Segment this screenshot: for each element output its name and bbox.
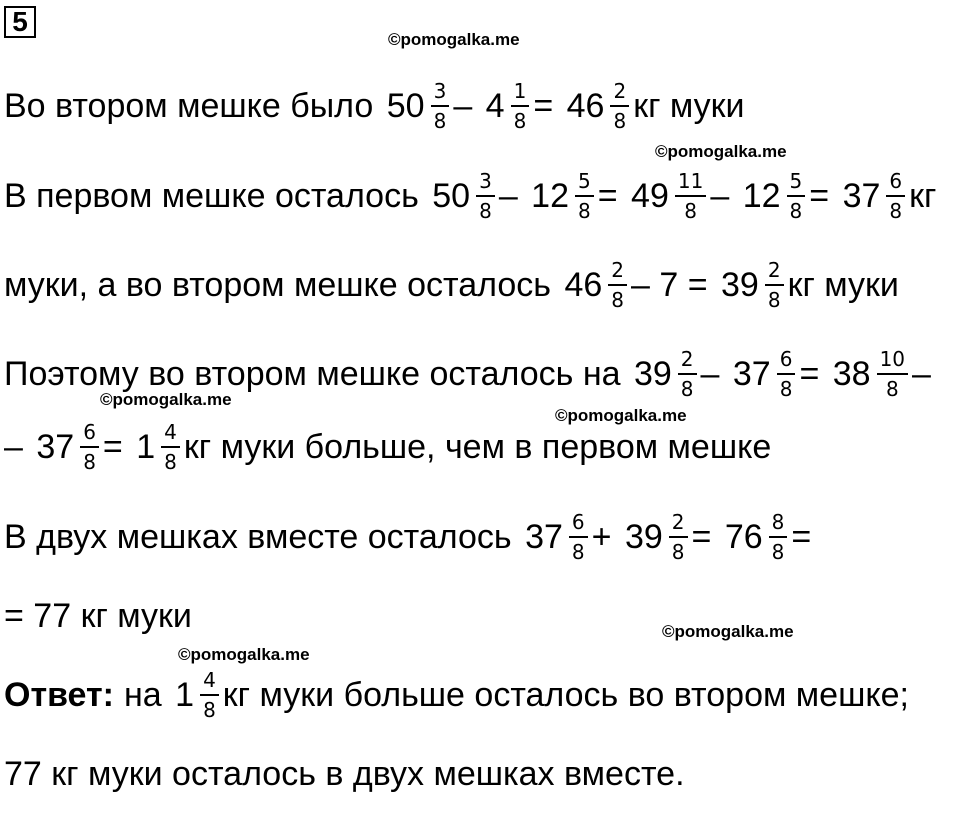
fraction	[610, 79, 629, 133]
text: – 7 =	[631, 265, 718, 304]
denominator: 8	[203, 698, 216, 722]
text: =	[597, 176, 628, 215]
text: =	[102, 427, 133, 466]
text: +	[591, 517, 621, 556]
denominator: 8	[680, 377, 694, 401]
mixed-number	[631, 169, 706, 223]
answer-line-2	[4, 734, 685, 814]
numerator: 2	[765, 258, 784, 286]
numerator: 3	[431, 79, 450, 107]
numerator: 4	[200, 668, 219, 696]
whole-part: 39	[633, 354, 672, 393]
mixed-number	[721, 258, 784, 312]
mixed-number	[175, 668, 219, 722]
text: =	[791, 517, 812, 556]
text: Поэтому во втором мешке осталось на	[4, 354, 630, 393]
text: =	[691, 517, 721, 556]
numerator: 2	[678, 347, 697, 375]
text: кг муки больше, чем в первом мешке	[183, 427, 772, 466]
text: на	[124, 675, 172, 714]
whole-part: 50	[386, 86, 425, 125]
whole-part: 39	[624, 517, 663, 556]
denominator: 8	[771, 540, 785, 564]
text: –	[912, 354, 931, 393]
whole-part: 1	[136, 427, 156, 466]
solution-line-3	[4, 245, 899, 325]
watermark: ©pomogalka.me	[100, 390, 232, 409]
mixed-number	[725, 510, 788, 564]
denominator: 8	[684, 199, 697, 223]
text: В первом мешке осталось	[4, 176, 429, 215]
denominator: 8	[433, 109, 447, 133]
solution-line-7	[4, 576, 192, 656]
denominator: 8	[779, 377, 793, 401]
mixed-number	[564, 258, 627, 312]
text: –	[700, 354, 729, 393]
watermark: ©pomogalka.me	[555, 406, 687, 425]
text: муки, а во втором мешке осталось	[4, 265, 561, 304]
fraction	[769, 510, 788, 564]
fraction	[877, 347, 908, 401]
denominator: 8	[578, 199, 591, 223]
fraction	[200, 668, 219, 722]
numerator: 2	[669, 510, 688, 538]
text: –	[710, 176, 739, 215]
numerator: 5	[787, 169, 806, 197]
denominator: 8	[889, 199, 903, 223]
numerator: 3	[476, 169, 495, 197]
mixed-number	[625, 510, 688, 564]
denominator: 8	[164, 450, 177, 474]
fraction	[80, 420, 99, 474]
numerator: 6	[777, 347, 796, 375]
numerator: 6	[569, 510, 588, 538]
numerator: 6	[80, 420, 99, 448]
text: кг муки больше осталось во втором мешке;	[222, 675, 909, 714]
whole-part: 49	[631, 176, 669, 215]
whole-part: 46	[564, 265, 603, 304]
mixed-number	[743, 169, 806, 223]
numerator: 2	[608, 258, 627, 286]
denominator: 8	[611, 288, 624, 312]
denominator: 8	[885, 377, 899, 401]
fraction	[575, 169, 594, 223]
denominator: 8	[571, 540, 585, 564]
text: –	[4, 427, 33, 466]
mixed-number	[525, 510, 588, 564]
whole-part: 38	[832, 354, 871, 393]
text: кг	[909, 176, 937, 215]
text: кг муки	[633, 86, 745, 125]
denominator: 8	[767, 288, 781, 312]
whole-part: 12	[531, 176, 569, 215]
text: 77 кг муки осталось в двух мешках вместе.	[4, 754, 685, 793]
whole-part: 1	[175, 675, 195, 714]
watermark: ©pomogalka.me	[662, 622, 794, 641]
mixed-number	[733, 347, 796, 401]
fraction	[608, 258, 627, 312]
text: =	[809, 176, 839, 215]
mixed-number	[843, 169, 906, 223]
numerator: 5	[575, 169, 594, 197]
fraction	[787, 169, 806, 223]
answer-line	[4, 655, 909, 735]
whole-part: 4	[485, 86, 505, 125]
watermark: ©pomogalka.me	[655, 142, 787, 161]
watermark: ©pomogalka.me	[388, 30, 520, 49]
mixed-number	[531, 169, 594, 223]
mixed-number	[486, 79, 530, 133]
solution-line-1	[4, 66, 745, 146]
denominator: 8	[479, 199, 492, 223]
fraction	[669, 510, 688, 564]
whole-part: 12	[742, 176, 781, 215]
numerator: 10	[877, 347, 908, 375]
text: =	[533, 86, 563, 125]
solution-line-6	[4, 497, 811, 577]
fraction	[675, 169, 706, 223]
denominator: 8	[789, 199, 803, 223]
solution-line-4	[4, 334, 931, 414]
mixed-number	[833, 347, 908, 401]
fraction	[569, 510, 588, 564]
mixed-number	[136, 420, 180, 474]
fraction	[511, 79, 530, 133]
whole-part: 37	[842, 176, 881, 215]
text: –	[453, 86, 482, 125]
fraction	[678, 347, 697, 401]
watermark: ©pomogalka.me	[178, 645, 310, 664]
task-number-badge: 5	[4, 6, 36, 38]
text: =	[799, 354, 829, 393]
fraction	[777, 347, 796, 401]
numerator: 1	[511, 79, 530, 107]
whole-part: 76	[724, 517, 763, 556]
numerator: 2	[610, 79, 629, 107]
text: Во втором мешке было	[4, 86, 383, 125]
whole-part: 37	[525, 517, 563, 556]
numerator: 11	[675, 169, 706, 197]
mixed-number	[36, 420, 99, 474]
answer-label: Ответ:	[4, 675, 114, 714]
mixed-number	[634, 347, 697, 401]
numerator: 4	[161, 420, 180, 448]
text: = 77 кг муки	[4, 596, 192, 635]
fraction	[476, 169, 495, 223]
denominator: 8	[613, 109, 627, 133]
whole-part: 39	[721, 265, 759, 304]
text: В двух мешках вместе осталось	[4, 517, 522, 556]
denominator: 8	[671, 540, 685, 564]
fraction	[886, 169, 905, 223]
whole-part: 37	[36, 427, 75, 466]
whole-part: 50	[432, 176, 471, 215]
mixed-number	[567, 79, 630, 133]
whole-part: 37	[732, 354, 771, 393]
mixed-number	[432, 169, 495, 223]
text: кг муки	[787, 265, 899, 304]
mixed-number	[387, 79, 450, 133]
solution-line-2	[4, 156, 936, 236]
denominator: 8	[83, 450, 96, 474]
numerator: 6	[886, 169, 905, 197]
numerator: 8	[769, 510, 788, 538]
text: –	[498, 176, 528, 215]
solution-line-5	[4, 407, 771, 487]
fraction	[161, 420, 180, 474]
whole-part: 46	[566, 86, 605, 125]
fraction	[765, 258, 784, 312]
denominator: 8	[513, 109, 527, 133]
fraction	[431, 79, 450, 133]
